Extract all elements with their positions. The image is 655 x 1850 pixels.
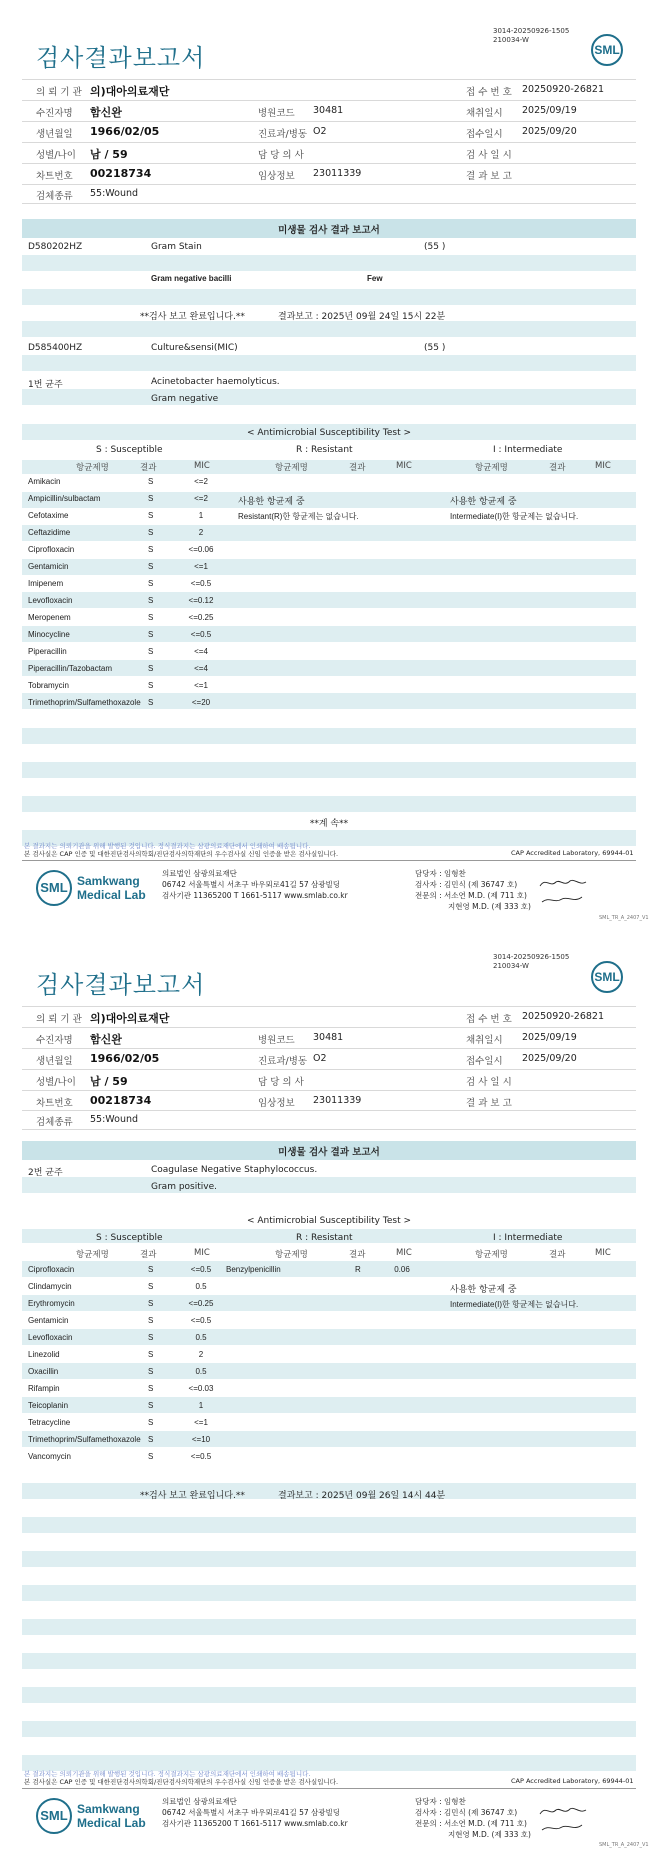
resistant-note-2: Resistant(R)한 항균제는 없습니다. (238, 512, 359, 521)
drug-result: S (148, 681, 154, 690)
drug-result: S (148, 1401, 154, 1410)
r-hdr-mic: MIC (396, 1248, 412, 1258)
staff-1: 담당자 : 임형찬 (415, 869, 466, 878)
report-complete-1: **검사 보고 완료입니다.** (140, 312, 245, 322)
clinical-value: 23011339 (313, 168, 362, 179)
clinical-label: 임상정보 (258, 1098, 295, 1109)
i-hdr-drug: 항균제명 (475, 463, 508, 473)
dept-label: 진료과/병동 (258, 1056, 308, 1067)
test-date-label: 검 사 일 시 (466, 1077, 512, 1088)
drug-name: Oxacillin (28, 1367, 59, 1376)
drug-mic: <=0.5 (190, 1452, 212, 1461)
drug-mic: <=20 (191, 698, 211, 707)
test2-code: D585400HZ (28, 343, 83, 353)
r-hdr-mic: MIC (396, 461, 412, 471)
test2-name: Culture&sensi(MIC) (151, 343, 238, 353)
sml-logo: SML (591, 961, 623, 993)
drug-mic: <=0.5 (190, 579, 212, 588)
drug-name: Erythromycin (28, 1299, 75, 1308)
s-hdr-mic: MIC (194, 1248, 210, 1258)
staff-4: 지현영 M.D. (제 333 호) (448, 1830, 531, 1839)
hospital-code-label: 병원코드 (258, 1035, 295, 1046)
name-value: 함신완 (90, 106, 122, 119)
staff-1: 담당자 : 임형찬 (415, 1797, 466, 1806)
dept-value: O2 (313, 126, 327, 137)
dob-value: 1966/02/05 (90, 125, 160, 138)
result-report-label: 결 과 보 고 (466, 1098, 512, 1109)
sml-logo: SML (591, 34, 623, 66)
specimen-label: 검체종류 (36, 1117, 73, 1128)
clinical-label: 임상정보 (258, 171, 295, 182)
drug-name: Trimethoprim/Sulfamethoxazole (28, 698, 141, 707)
s-hdr-drug: 항균제명 (76, 1250, 109, 1260)
ast-title: < Antimicrobial Susceptibility Test > (247, 1216, 411, 1226)
drug-mic: 2 (198, 1350, 204, 1359)
legend-intermediate: I : Intermediate (493, 1233, 563, 1243)
clinical-value: 23011339 (313, 1095, 362, 1106)
i-hdr-drug: 항균제명 (475, 1250, 508, 1260)
receipt-no-value: 20250920-26821 (522, 84, 605, 95)
brand-line-2: Medical Lab (77, 888, 146, 902)
organism-gram: Gram negative (151, 394, 219, 404)
drug-name: Imipenem (28, 579, 64, 588)
drug-result: S (148, 698, 154, 707)
r-hdr-drug: 항균제명 (275, 1250, 308, 1260)
drug-result: S (148, 1367, 154, 1376)
cap-accreditation: CAP Accredited Laboratory, 69944-01 (511, 1777, 634, 1785)
drug-result: S (148, 477, 154, 486)
drug-mic: 0.5 (195, 1367, 207, 1376)
organism-label: 2번 균주 (28, 1168, 63, 1178)
samkwang-logo: SML (36, 1798, 72, 1834)
section-title: 미생물 검사 결과 보고서 (278, 225, 380, 236)
chart-value: 00218734 (90, 1094, 152, 1107)
cap-accreditation: CAP Accredited Laboratory, 69944-01 (511, 849, 634, 857)
receipt-no-label: 접 수 번 호 (466, 87, 512, 98)
drug-name: Clindamycin (28, 1282, 72, 1291)
drug-mic: <=1 (194, 1418, 208, 1427)
brand-line-1: Samkwang (77, 1802, 140, 1816)
signature-1 (538, 1805, 588, 1820)
s-hdr-result: 결과 (140, 1250, 157, 1260)
drug-name: Linezolid (28, 1350, 60, 1359)
drug-result: S (148, 511, 154, 520)
institution-value: 의)대아의료재단 (90, 85, 170, 98)
drug-name: Minocycline (28, 630, 70, 639)
drug-name: Vancomycin (28, 1452, 71, 1461)
drug-name: Piperacillin (28, 647, 67, 656)
drug-mic: <=1 (194, 681, 208, 690)
collect-date-label: 채취일시 (466, 108, 503, 119)
hospital-code-value: 30481 (313, 105, 344, 116)
drug-result: S (148, 1333, 154, 1342)
dept-label: 진료과/병동 (258, 129, 308, 140)
signature-2 (540, 894, 584, 909)
signature-1 (538, 877, 588, 892)
report-complete-2: **검사 보고 완료입니다.** (140, 1491, 245, 1501)
result-report-label: 결 과 보 고 (466, 171, 512, 182)
drug-mic: 1 (198, 1401, 204, 1410)
drug-name: Levofloxacin (28, 596, 73, 605)
result-time-2: 결과보고 : 2025년 09월 26일 14시 44분 (278, 1491, 446, 1501)
specimen-value: 55:Wound (90, 1114, 139, 1125)
drug-name: Teicoplanin (28, 1401, 69, 1410)
chart-value: 00218734 (90, 167, 152, 180)
dob-value: 1966/02/05 (90, 1052, 160, 1065)
specimen-label: 검체종류 (36, 191, 73, 202)
r-hdr-drug: 항균제명 (275, 463, 308, 473)
document-id: 3014-20250926-1505 210034-W (493, 953, 570, 970)
drug-mic: <=0.25 (188, 1299, 214, 1308)
test-date-label: 검 사 일 시 (466, 150, 512, 161)
drug-result: S (148, 545, 154, 554)
sex-age-value: 남 / 59 (90, 1075, 128, 1088)
i-hdr-mic: MIC (595, 1248, 611, 1258)
drug-name: Amikacin (28, 477, 61, 486)
gram-quantity: Few (367, 274, 383, 283)
drug-result: S (148, 647, 154, 656)
resistant-note-1: 사용한 항균제 중 (238, 497, 305, 507)
form-code: SML_TR_A_2407_V1 (599, 915, 649, 921)
dept-value: O2 (313, 1053, 327, 1064)
legend-intermediate: I : Intermediate (493, 445, 563, 455)
chart-label: 차트번호 (36, 1098, 73, 1109)
drug-mic: <=4 (194, 647, 208, 656)
drug-result: S (148, 596, 154, 605)
receipt-date-label: 접수일시 (466, 1056, 503, 1067)
drug-mic: <=0.06 (188, 545, 214, 554)
drug-mic: <=4 (194, 664, 208, 673)
receipt-date-value: 2025/09/20 (522, 126, 577, 137)
drug-result: S (148, 664, 154, 673)
sex-age-label: 성별/나이 (36, 1077, 76, 1088)
legend-susceptible: S : Susceptible (96, 1233, 163, 1243)
staff-2: 검사자 : 김민식 (제 36747 호) (415, 880, 518, 889)
collect-date-label: 채취일시 (466, 1035, 503, 1046)
intermediate-note-2: Intermediate(I)한 항균제는 없습니다. (450, 512, 579, 521)
legend-resistant: R : Resistant (296, 445, 353, 455)
result-time-1: 결과보고 : 2025년 09월 24일 15시 22분 (278, 312, 446, 322)
collect-date-value: 2025/09/19 (522, 1032, 577, 1043)
drug-mic: <=0.25 (188, 613, 214, 622)
drug-mic: <=0.5 (190, 630, 212, 639)
staff-3: 전문의 : 서소연 M.D. (제 711 호) (415, 1819, 527, 1828)
footer-org: 의료법인 삼광의료재단 (162, 1797, 237, 1806)
drug-mic: <=2 (194, 494, 208, 503)
drug-mic: 0.5 (195, 1333, 207, 1342)
hospital-code-label: 병원코드 (258, 108, 295, 119)
receipt-no-label: 접 수 번 호 (466, 1014, 512, 1025)
drug-mic: <=2 (194, 477, 208, 486)
test1-name: Gram Stain (151, 242, 202, 252)
drug-mic: <=10 (191, 1435, 211, 1444)
drug-name: Meropenem (28, 613, 71, 622)
drug-name: Ciprofloxacin (28, 545, 75, 554)
sex-age-label: 성별/나이 (36, 150, 76, 161)
report-page-2 (0, 925, 655, 1850)
hospital-code-value: 30481 (313, 1032, 344, 1043)
drug-result: S (148, 630, 154, 639)
staff-2: 검사자 : 김민식 (제 36747 호) (415, 1808, 518, 1817)
drug-name: Rifampin (28, 1384, 60, 1393)
s-hdr-mic: MIC (194, 461, 210, 471)
drug-name: Benzylpenicillin (226, 1265, 281, 1274)
drug-result: S (148, 1350, 154, 1359)
drug-name: Ciprofloxacin (28, 1265, 75, 1274)
drug-result: S (148, 494, 154, 503)
i-hdr-result: 결과 (549, 1250, 566, 1260)
drug-result: S (148, 1435, 154, 1444)
organism-name: Coagulase Negative Staphylococcus. (151, 1165, 318, 1175)
staff-3: 전문의 : 서소연 M.D. (제 711 호) (415, 891, 527, 900)
drug-result: S (148, 1384, 154, 1393)
test2-specimen: (55 ) (424, 343, 446, 353)
gram-result: Gram negative bacilli (151, 274, 232, 283)
s-hdr-result: 결과 (140, 463, 157, 473)
continued-text: **계 속** (309, 819, 349, 829)
legend-susceptible: S : Susceptible (96, 445, 163, 455)
r-hdr-result: 결과 (349, 463, 366, 473)
s-hdr-drug: 항균제명 (76, 463, 109, 473)
signature-2 (540, 1822, 584, 1837)
drug-name: Tobramycin (28, 681, 69, 690)
receipt-no-value: 20250920-26821 (522, 1011, 605, 1022)
drug-name: Cefotaxime (28, 511, 69, 520)
drug-mic: 0.06 (394, 1265, 410, 1274)
collect-date-value: 2025/09/19 (522, 105, 577, 116)
doctor-label: 담 당 의 사 (258, 150, 304, 161)
drug-result: S (148, 562, 154, 571)
drug-mic: <=0.03 (188, 1384, 214, 1393)
dob-label: 생년월일 (36, 1056, 73, 1067)
specimen-value: 55:Wound (90, 188, 139, 199)
footer-notice-2: 본 검사실은 CAP 인증 및 대한진단검사의학회/진단검사의학재단의 우수검사실 신임 인증을 받은 검사실입니다. (24, 850, 339, 858)
report-title: 검사결과보고서 (36, 44, 206, 72)
name-label: 수진자명 (36, 1035, 73, 1046)
drug-result: S (148, 579, 154, 588)
drug-result: R (355, 1265, 361, 1274)
footer-address: 06742 서울특별시 서초구 바우뫼로41길 57 삼광빌딩 (162, 1808, 341, 1817)
i-hdr-mic: MIC (595, 461, 611, 471)
drug-mic: <=0.5 (190, 1316, 212, 1325)
staff-4: 지현영 M.D. (제 333 호) (448, 902, 531, 911)
sex-age-value: 남 / 59 (90, 148, 128, 161)
drug-name: Piperacillin/Tazobactam (28, 664, 113, 673)
receipt-date-value: 2025/09/20 (522, 1053, 577, 1064)
i-hdr-result: 결과 (549, 463, 566, 473)
drug-name: Trimethoprim/Sulfamethoxazole (28, 1435, 141, 1444)
test1-specimen: (55 ) (424, 242, 446, 252)
drug-name: Ampicillin/sulbactam (28, 494, 101, 503)
drug-mic: <=0.12 (188, 596, 214, 605)
report-title: 검사결과보고서 (36, 971, 206, 999)
footer-org: 의료법인 삼광의료재단 (162, 869, 237, 878)
drug-result: S (148, 528, 154, 537)
ast-title: < Antimicrobial Susceptibility Test > (247, 428, 411, 438)
footer-notice-1: 본 결과지는 의뢰기관을 위해 발행된 것입니다. 정식결과지는 삼광의료재단에서 인쇄하여 배송됩니다. (24, 842, 311, 850)
organism-name: Acinetobacter haemolyticus. (151, 377, 280, 387)
footer-contact: 검사기관 11365200 T 1661-5117 www.smlab.co.kr (162, 1819, 348, 1828)
samkwang-logo: SML (36, 870, 72, 906)
name-value: 함신완 (90, 1033, 122, 1046)
brand-line-2: Medical Lab (77, 1816, 146, 1830)
institution-label: 의 뢰 기 관 (36, 1014, 82, 1025)
section-title: 미생물 검사 결과 보고서 (278, 1147, 380, 1158)
footer-notice-2: 본 검사실은 CAP 인증 및 대한진단검사의학회/진단검사의학재단의 우수검사실 신임 인증을 받은 검사실입니다. (24, 1778, 339, 1786)
drug-result: S (148, 1299, 154, 1308)
organism-gram: Gram positive. (151, 1182, 217, 1192)
drug-mic: 2 (198, 528, 204, 537)
drug-result: S (148, 1282, 154, 1291)
name-label: 수진자명 (36, 108, 73, 119)
receipt-date-label: 접수일시 (466, 129, 503, 140)
test1-code: D580202HZ (28, 242, 83, 252)
drug-result: S (148, 1316, 154, 1325)
drug-mic: <=1 (194, 562, 208, 571)
organism-label: 1번 균주 (28, 380, 63, 390)
drug-name: Tetracycline (28, 1418, 71, 1427)
legend-resistant: R : Resistant (296, 1233, 353, 1243)
drug-name: Gentamicin (28, 1316, 69, 1325)
brand-line-1: Samkwang (77, 874, 140, 888)
drug-mic: 1 (198, 511, 204, 520)
intermediate-note-1: 사용한 항균제 중 (450, 1285, 517, 1295)
footer-contact: 검사기관 11365200 T 1661-5117 www.smlab.co.kr (162, 891, 348, 900)
drug-name: Gentamicin (28, 562, 69, 571)
document-id: 3014-20250926-1505 210034-W (493, 27, 570, 44)
drug-name: Levofloxacin (28, 1333, 73, 1342)
footer-address: 06742 서울특별시 서초구 바우뫼로41길 57 삼광빌딩 (162, 880, 341, 889)
drug-result: S (148, 613, 154, 622)
drug-result: S (148, 1418, 154, 1427)
footer-notice-1: 본 결과지는 의뢰기관을 위해 발행된 것입니다. 정식결과지는 삼광의료재단에서 인쇄하여 배송됩니다. (24, 1770, 311, 1778)
drug-mic: <=0.5 (190, 1265, 212, 1274)
drug-result: S (148, 1265, 154, 1274)
institution-label: 의 뢰 기 관 (36, 87, 82, 98)
doctor-label: 담 당 의 사 (258, 1077, 304, 1088)
drug-name: Ceftazidime (28, 528, 71, 537)
chart-label: 차트번호 (36, 171, 73, 182)
intermediate-note-2: Intermediate(I)한 항균제는 없습니다. (450, 1300, 579, 1309)
drug-result: S (148, 1452, 154, 1461)
r-hdr-result: 결과 (349, 1250, 366, 1260)
form-code: SML_TR_A_2407_V1 (599, 1842, 649, 1848)
institution-value: 의)대아의료재단 (90, 1012, 170, 1025)
dob-label: 생년월일 (36, 129, 73, 140)
drug-mic: 0.5 (195, 1282, 207, 1291)
intermediate-note-1: 사용한 항균제 중 (450, 497, 517, 507)
